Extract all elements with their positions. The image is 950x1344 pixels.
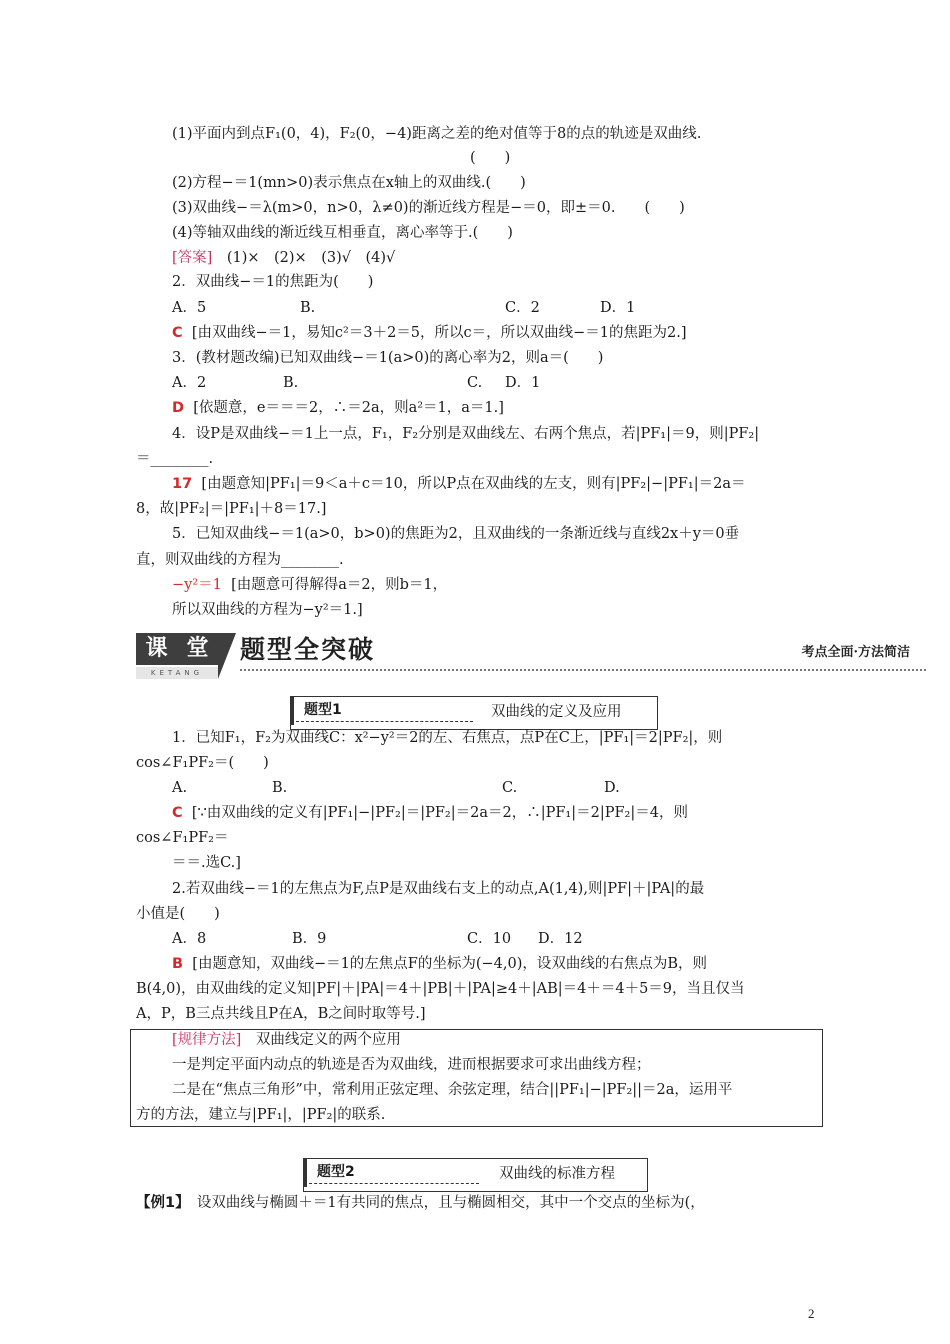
option-c: C．2 (505, 300, 540, 316)
page-number: 2 (808, 1306, 815, 1321)
option-b: B. (272, 780, 288, 796)
option-c: C．10 (467, 931, 512, 947)
solution-line: ＝＝.选C.] (172, 855, 241, 871)
solution-text: [依题意，e＝＝＝2，∴＝2a，则a²＝1，a＝1.] (193, 400, 504, 416)
option-a: A．2 (172, 375, 207, 391)
solution-line (172, 474, 745, 494)
solution-text: [由双曲线−＝1，易知c²＝3＋2＝5，所以c＝，所以双曲线−＝1的焦距为2.] (191, 325, 687, 341)
method-tag: [规律方法] (172, 1032, 242, 1048)
type-header-1 (290, 696, 658, 730)
solution-text: [由题意知|PF₁|＝9＜a＋c＝10，所以P点在双曲线的左支，则有|PF₂|−|PF₁|＝2a＝ (201, 476, 746, 492)
answer-tag: [答案] (172, 250, 213, 266)
text-line: (4)等轴双曲线的渐近线互相垂直，离心率等于.( ) (172, 225, 513, 241)
answer-letter: C (172, 325, 183, 341)
question-line: 4．设P是双曲线−＝1上一点，F₁，F₂分别是双曲线左、右两个焦点，若|PF₁|＝9，则|PF₂| (172, 426, 760, 442)
banner-subtitle: KETANG (150, 669, 204, 677)
option-a: A. (172, 780, 188, 796)
solution-text: [由题意可得解得a＝2，则b＝1， (231, 577, 448, 593)
type-tag: 题型1 (291, 697, 484, 725)
option-d: D．1 (505, 375, 541, 391)
banner-title: 题型全突破 (240, 635, 376, 664)
section-banner (136, 633, 926, 683)
solution-text: [∵由双曲线的定义有|PF₁|−|PF₂|＝|PF₂|＝2a＝2，∴|PF₁|＝2|PF₂|＝4，则 (191, 805, 688, 821)
solution-line (172, 398, 504, 418)
answer-equation: −y²＝1 (172, 577, 222, 593)
answer-parentheses: ( ) (470, 150, 511, 166)
banner-slogan: 考点全面·方法简洁 (801, 645, 910, 660)
type-tag: 题型2 (304, 1159, 479, 1187)
option-a: A．5 (172, 300, 207, 316)
option-d: D. (604, 780, 620, 796)
answer-letter: D (172, 400, 185, 416)
option-b: B. (300, 300, 316, 316)
question-line: 1．已知F₁，F₂为双曲线C：x²−y²＝2的左、右焦点，点P在C上，|PF₁|＝2|PF₂|，则 (172, 730, 723, 746)
type-header-2 (303, 1158, 648, 1192)
type-title: 双曲线的标准方程 (499, 1166, 615, 1182)
banner-dotted-rule (240, 669, 926, 671)
question-line: 3．(教材题改编)已知双曲线−＝1(a>0)的离心率为2，则a＝( ) (172, 350, 604, 366)
solution-line: cos∠F₁PF₂＝ (136, 830, 229, 846)
option-c: C. (467, 375, 483, 391)
solution-line (172, 954, 707, 974)
banner-label-block (136, 633, 218, 665)
question-line: 直，则双曲线的方程为________. (136, 552, 344, 568)
banner-char: 堂 (186, 636, 209, 661)
option-c: C. (502, 780, 518, 796)
answer-text: (1)× (2)× (3)√ (4)√ (212, 250, 396, 266)
example-tag: 【例1】 (136, 1195, 183, 1211)
method-line: 二是在“焦点三角形”中，常利用正弦定理、余弦定理，结合||PF₁|−|PF₂||＝2a，运用平 (172, 1082, 733, 1098)
solution-line (172, 803, 688, 823)
answer-letter: B (172, 956, 184, 972)
banner-sub-block (136, 667, 218, 679)
solution-line: B(4,0)，由双曲线的定义知|PF|＋|PA|＝4＋|PB|＋|PA|≥4＋|AB|＝4＋＝4＋5＝9，当且仅当 (136, 981, 745, 997)
banner-char: 课 (145, 636, 168, 661)
question-line: 2．双曲线−＝1的焦距为( ) (172, 274, 374, 290)
method-title: 双曲线定义的两个应用 (241, 1032, 401, 1048)
option-a: A．8 (172, 931, 207, 947)
answer-line (172, 248, 395, 268)
option-b: B．9 (292, 931, 327, 947)
answer-letter: C (172, 805, 183, 821)
solution-line: A，P，B三点共线且P在A，B之间时取等号.] (136, 1006, 426, 1022)
method-heading (172, 1030, 401, 1050)
solution-line: 所以双曲线的方程为−y²＝1.] (172, 602, 363, 618)
answer-number: 17 (172, 476, 193, 492)
solution-text: [由题意知，双曲线−＝1的左焦点F的坐标为(−4,0)，设双曲线的右焦点为B，则 (192, 956, 708, 972)
example-line (136, 1193, 705, 1213)
type-tag-underline (291, 721, 473, 722)
question-line: ＝________. (136, 451, 214, 467)
question-line: 5．已知双曲线−＝1(a>0，b>0)的焦距为2，且双曲线的一条渐近线与直线2x＋y＝0垂 (172, 526, 740, 542)
type-title: 双曲线的定义及应用 (491, 704, 622, 720)
option-d: D．12 (538, 931, 583, 947)
option-b: B. (283, 375, 299, 391)
solution-line: 8，故|PF₂|＝|PF₁|＋8＝17.] (136, 501, 327, 517)
example-text: 设双曲线与椭圆＋＝1有共同的焦点，且与椭圆相交，其中一个交点的坐标为(， (182, 1195, 705, 1211)
text-line: (1)平面内到点F₁(0，4)，F₂(0，−4)距离之差的绝对值等于8的点的轨迹是双曲线. (172, 126, 702, 142)
banner-wedge (218, 633, 236, 679)
method-line: 方的方法，建立与|PF₁|，|PF₂|的联系. (136, 1107, 386, 1123)
option-d: D．1 (600, 300, 636, 316)
type-tag-underline (304, 1183, 479, 1184)
solution-line (172, 575, 447, 595)
text-line: (2)方程−＝1(mn>0)表示焦点在x轴上的双曲线.( ) (172, 175, 526, 191)
question-line: 小值是( ) (136, 906, 220, 922)
method-line: 一是判定平面内动点的轨迹是否为双曲线，进而根据要求可求出曲线方程； (172, 1057, 651, 1073)
text-line: (3)双曲线−＝λ(m>0，n>0，λ≠0)的渐近线方程是−＝0，即±＝0. ( ) (172, 200, 685, 216)
question-line: cos∠F₁PF₂＝( ) (136, 755, 269, 771)
solution-line (172, 323, 687, 343)
question-line: 2.若双曲线−＝1的左焦点为F,点P是双曲线右支上的动点,A(1,4),则|PF|＋|PA|的最 (172, 881, 705, 897)
